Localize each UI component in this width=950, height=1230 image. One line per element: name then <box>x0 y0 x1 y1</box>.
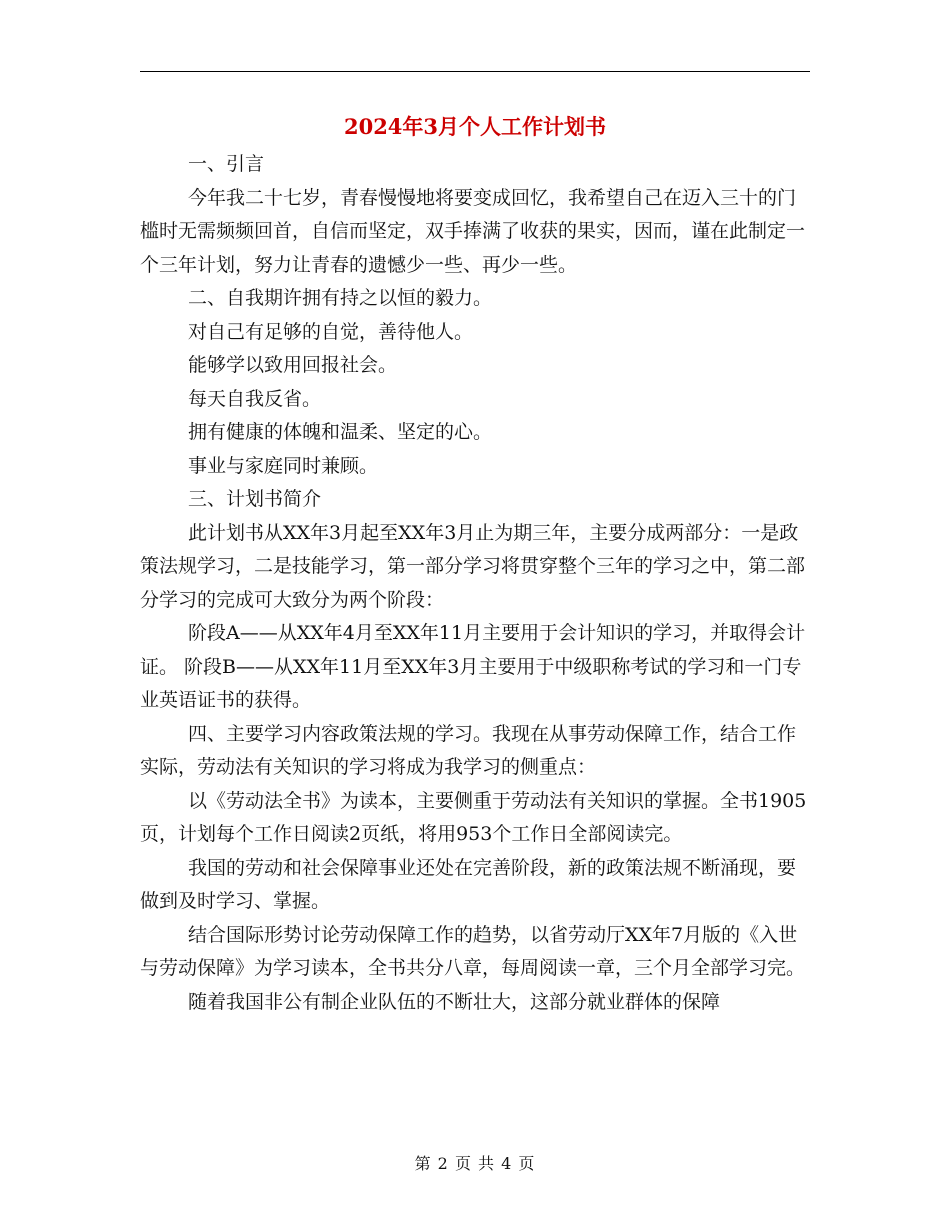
paragraph-stages: 阶段A——从XX年4月至XX年11月主要用于会计知识的学习，并取得会计证。 阶段B——从XX年11月至XX年3月主要用于中级职称考试的学习和一门专业英语证书的获得。 <box>140 622 806 711</box>
paragraph-non-public-enterprises: 随着我国非公有制企业队伍的不断壮大，这部分就业群体的保障 <box>188 990 721 1013</box>
list-item: 每天自我反省。 <box>188 387 322 410</box>
paragraph-labor-law-book: 以《劳动法全书》为读本，主要侧重于劳动法有关知识的掌握。全书1905页，计划每个工作日阅读2页纸，将用953个工作日全部阅读完。 <box>140 789 807 845</box>
heading-plan-overview: 三、计划书简介 <box>188 488 322 510</box>
paragraph-introduction: 今年我二十七岁，青春慢慢地将要变成回忆，我希望自己在迈入三十的门槛时无需频频回首，自信而坚定，双手捧满了收获的果实，因而，谨在此制定一个三年计划，努力让青春的遗憾少一些、再少一些。 <box>140 186 806 276</box>
header-rule <box>140 71 810 72</box>
document-title: 2024年3月个人工作计划书 <box>343 114 607 139</box>
list-item: 拥有健康的体魄和温柔、坚定的心。 <box>188 421 493 443</box>
heading-self-expectation: 二、自我期许拥有持之以恒的毅力。 <box>188 287 493 309</box>
paragraph-wto-reading: 结合国际形势讨论劳动保障工作的趋势，以省劳动厅XX年7月版的《入世与劳动保障》为学习读本，全书共分八章，每周阅读一章，三个月全部学习完。 <box>140 923 806 979</box>
paragraph-new-policies: 我国的劳动和社会保障事业还处在完善阶段，新的政策法规不断涌现，要做到及时学习、掌握。 <box>140 856 797 912</box>
paragraph-plan-overview: 此计划书从XX年3月起至XX年3月止为期三年，主要分成两部分：一是政策法规学习，二是技能学习，第一部分学习将贯穿整个三年的学习之中，第二部分学习的完成可大致分为两个阶段： <box>140 521 806 611</box>
list-item: 能够学以致用回报社会。 <box>188 354 398 376</box>
list-item: 事业与家庭同时兼顾。 <box>188 454 379 477</box>
heading-introduction: 一、引言 <box>188 153 265 175</box>
heading-study-content: 四、主要学习内容政策法规的学习。我现在从事劳动保障工作，结合工作实际，劳动法有关知识的学习将成为我学习的侧重点： <box>140 722 797 778</box>
page-number: 第 2 页 共 4 页 <box>414 1154 536 1173</box>
list-item: 对自己有足够的自觉，善待他人。 <box>188 320 474 343</box>
document-body <box>140 148 810 1019</box>
